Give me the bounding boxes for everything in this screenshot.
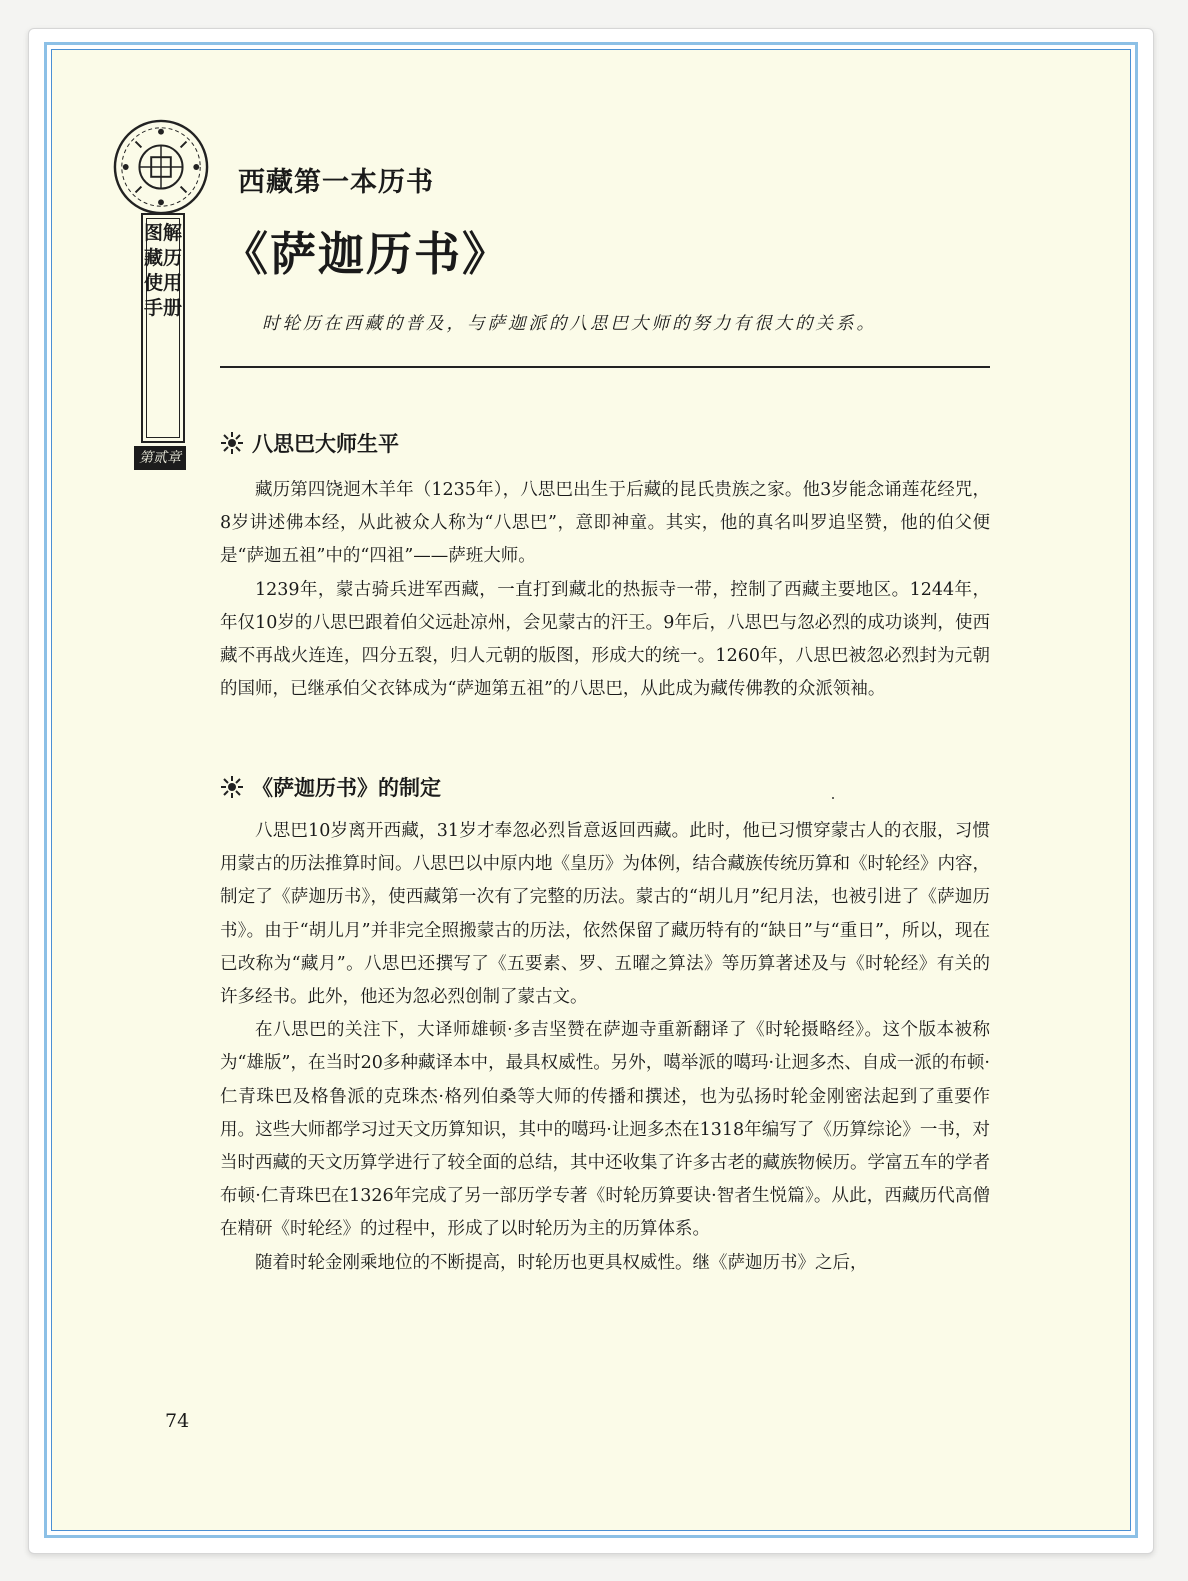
article-lead: 时轮历在西藏的普及，与萨迦派的八思巴大师的努力有很大的关系。	[262, 314, 877, 334]
title-divider	[220, 366, 990, 368]
section-body-2	[220, 815, 990, 1280]
book-title-tab	[141, 213, 185, 443]
paragraph: 八思巴10岁离开西藏，31岁才奉忽必烈旨意返回西藏。此时，他已习惯穿蒙古人的衣服，习惯用蒙古的历法推算时间。八思巴以中原内地《皇历》为体例，结合藏族传统历算和《时轮经》内容，制定了《萨迦历书》，使西藏第一次有了完整的历法。蒙古的“胡儿月”纪月法，也被引进了《萨迦历书》。由于“胡儿月”并非完全照搬蒙古的历法，依然保留了藏历特有的“缺日”与“重日”，所以，现在已改称为“藏月”。八思巴还撰写了《五要素、罗、五曜之算法》等历算著述及与《时轮经》有关的许多经书。此外，他还为忽必烈创制了蒙古文。	[220, 821, 990, 1008]
paragraph: 在八思巴的关注下，大译师雄顿·多吉坚赞在萨迦寺重新翻译了《时轮摄略经》。这个版本被称为“雄版”，在当时20多种藏译本中，最具权威性。另外，噶举派的噶玛·让迥多杰、自成一派的布顿·仁青珠巴及格鲁派的克珠杰·格列伯桑等大师的传播和撰述，也为弘扬时轮金刚密法起到了重要作用。这些大师都学习过天文历算知识，其中的噶玛·让迥多杰在1318年编写了《历算综论》一书，对当时西藏的天文历算学进行了较全面的总结，其中还收集了许多古老的藏族物候历。学富五车的学者布顿·仁青珠巴在1326年完成了另一部历学专著《时轮历算要诀·智者生悦篇》。从此，西藏历代高僧在精研《时轮经》的过程中，形成了以时轮历为主的历算体系。	[220, 1020, 990, 1240]
book-title: 图解藏历使用手册	[143, 222, 182, 319]
print-speck	[832, 797, 834, 799]
paragraph: 随着时轮金刚乘地位的不断提高，时轮历也更具权威性。继《萨迦历书》之后，	[255, 1252, 868, 1273]
article-kicker: 西藏第一本历书	[238, 167, 434, 198]
section-heading-text: 八思巴大师生平	[252, 432, 399, 456]
section-heading-1	[220, 428, 399, 458]
ornament-icon	[220, 775, 244, 799]
section-heading-text: 《萨迦历书》的制定	[252, 776, 441, 800]
seal-emblem-icon	[112, 118, 210, 216]
page-number: 74	[165, 1410, 190, 1432]
section-heading-2	[220, 772, 441, 802]
paragraph: 1239年，蒙古骑兵进军西藏，一直打到藏北的热振寺一带，控制了西藏主要地区。1244年，年仅10岁的八思巴跟着伯父远赴凉州，会见蒙古的汗王。9年后，八思巴与忽必烈的成功谈判，使西藏不再战火连连，四分五裂，归人元朝的版图，形成大的统一。1260年，八思巴被忽必烈封为元朝的国师，已继承伯父衣钵成为“萨迦第五祖”的八思巴，从此成为藏传佛教的众派领袖。	[220, 579, 990, 700]
article-title: 《萨迦历书》	[222, 227, 510, 281]
section-body-1	[220, 474, 990, 706]
chapter-tag: 第贰章	[134, 446, 186, 470]
ornament-icon	[220, 431, 244, 455]
book-page	[52, 50, 1130, 1530]
paragraph: 藏历第四饶迥木羊年（1235年），八思巴出生于后藏的昆氏贵族之家。他3岁能念诵莲花经咒，8岁讲述佛本经，从此被众人称为“八思巴”，意即神童。其实，他的真名叫罗追坚赞，他的伯父便是“萨迦五祖”中的“四祖”——萨班大师。	[220, 480, 990, 567]
